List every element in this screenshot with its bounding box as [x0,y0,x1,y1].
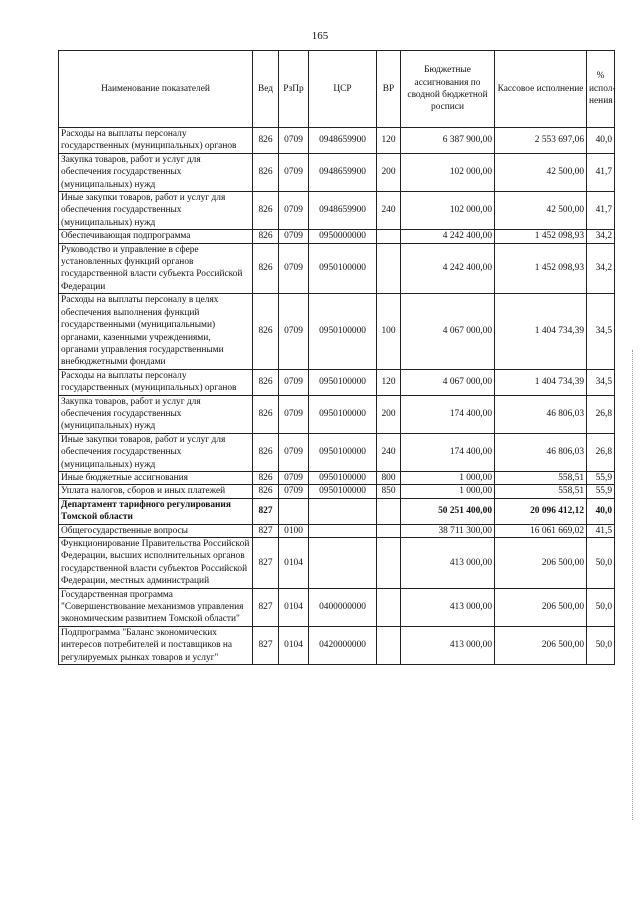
header-name: Наименование показателей [59,51,253,128]
cell-rzpr: 0709 [279,153,309,191]
cell-vr [377,626,401,664]
cell-name: Расходы на выплаты персоналу в целях обеспечения выполнения функций государственными (муниципальными) органами, казенными учреждениями, органами управления государственными внебюджетными фондами [59,294,253,369]
cell-ved: 826 [253,192,279,230]
cell-budget: 413 000,00 [401,626,495,664]
cell-budget: 413 000,00 [401,588,495,626]
cell-csr: 0950100000 [309,243,377,294]
cell-percent: 26,8 [587,395,615,433]
cell-cash: 46 806,03 [495,395,587,433]
cell-name: Руководство и управление в сфере установленных функций органов государственной власти субъекта Российской Федерации [59,243,253,294]
cell-ved: 827 [253,498,279,524]
cell-rzpr: 0709 [279,433,309,471]
cell-name: Функционирование Правительства Российской Федерации, высших исполнительных органов государственной власти субъектов Российской Федерации, местных администраций [59,538,253,589]
cell-cash: 206 500,00 [495,538,587,589]
cell-name: Иные закупки товаров, работ и услуг для обеспечения государственных (муниципальных) нужд [59,192,253,230]
cell-name: Расходы на выплаты персоналу государственных (муниципальных) органов [59,369,253,395]
cell-percent: 55,9 [587,485,615,498]
cell-percent: 50,0 [587,588,615,626]
cell-budget: 1 000,00 [401,471,495,484]
cell-vr [377,538,401,589]
cell-ved: 827 [253,588,279,626]
header-rzpr: РзПр [279,51,309,128]
table-row [59,485,615,498]
table-row [59,626,615,664]
cell-vr [377,524,401,537]
cell-budget: 4 242 400,00 [401,243,495,294]
table-row [59,588,615,626]
cell-cash: 1 404 734,39 [495,294,587,369]
margin-rule [632,350,634,820]
cell-ved: 826 [253,294,279,369]
cell-csr: 0400000000 [309,588,377,626]
cell-name: Департамент тарифного регулирования Томской области [59,498,253,524]
table-row [59,433,615,471]
cell-rzpr: 0709 [279,230,309,243]
cell-rzpr: 0709 [279,471,309,484]
cell-percent: 34,2 [587,230,615,243]
cell-rzpr: 0709 [279,395,309,433]
cell-budget: 50 251 400,00 [401,498,495,524]
cell-csr: 0950100000 [309,294,377,369]
cell-ved: 826 [253,395,279,433]
cell-ved: 826 [253,230,279,243]
cell-csr: 0950100000 [309,485,377,498]
cell-budget: 4 067 000,00 [401,369,495,395]
table-row [59,128,615,154]
cell-rzpr: 0709 [279,294,309,369]
header-percent: % испол-нения [587,51,615,128]
cell-cash: 1 452 098,93 [495,230,587,243]
cell-cash: 20 096 412,12 [495,498,587,524]
cell-rzpr: 0104 [279,626,309,664]
cell-rzpr: 0100 [279,524,309,537]
cell-vr: 850 [377,485,401,498]
cell-budget: 6 387 900,00 [401,128,495,154]
cell-cash: 1 452 098,93 [495,243,587,294]
page-number: 165 [311,30,329,42]
cell-name: Закупка товаров, работ и услуг для обеспечения государственных (муниципальных) нужд [59,395,253,433]
cell-csr [309,498,377,524]
cell-percent: 50,0 [587,538,615,589]
cell-rzpr [279,498,309,524]
cell-csr: 0950100000 [309,433,377,471]
table-row [59,538,615,589]
cell-budget: 4 067 000,00 [401,294,495,369]
cell-budget: 4 242 400,00 [401,230,495,243]
cell-ved: 826 [253,485,279,498]
cell-cash: 42 500,00 [495,153,587,191]
cell-name: Закупка товаров, работ и услуг для обеспечения государственных (муниципальных) нужд [59,153,253,191]
cell-name: Расходы на выплаты персоналу государственных (муниципальных) органов [59,128,253,154]
table-row [59,192,615,230]
budget-table [58,50,615,665]
cell-name: Иные закупки товаров, работ и услуг для обеспечения государственных (муниципальных) нужд [59,433,253,471]
cell-percent: 40,0 [587,498,615,524]
cell-cash: 16 061 669,02 [495,524,587,537]
header-ved: Вед [253,51,279,128]
cell-name: Государственная программа "Совершенствование механизмов управления экономическим развитием Томской области" [59,588,253,626]
cell-percent: 50,0 [587,626,615,664]
cell-ved: 827 [253,538,279,589]
cell-ved: 826 [253,471,279,484]
table-row [59,524,615,537]
cell-cash: 558,51 [495,485,587,498]
cell-ved: 826 [253,153,279,191]
cell-vr [377,588,401,626]
cell-vr: 240 [377,433,401,471]
cell-vr: 240 [377,192,401,230]
table-row [59,153,615,191]
cell-vr: 100 [377,294,401,369]
table-row [59,369,615,395]
cell-percent: 34,2 [587,243,615,294]
cell-cash: 206 500,00 [495,626,587,664]
cell-percent: 40,0 [587,128,615,154]
header-row [59,51,615,128]
cell-budget: 174 400,00 [401,433,495,471]
cell-percent: 41,7 [587,192,615,230]
cell-budget: 1 000,00 [401,485,495,498]
cell-csr: 0950100000 [309,369,377,395]
cell-vr: 120 [377,369,401,395]
cell-cash: 206 500,00 [495,588,587,626]
cell-percent: 41,5 [587,524,615,537]
cell-name: Общегосударственные вопросы [59,524,253,537]
cell-budget: 102 000,00 [401,192,495,230]
cell-vr: 120 [377,128,401,154]
cell-rzpr: 0709 [279,192,309,230]
table-row [59,230,615,243]
cell-name: Подпрограмма "Баланс экономических интересов потребителей и поставщиков на регулируемых рынках товаров и услуг" [59,626,253,664]
cell-csr: 0950100000 [309,471,377,484]
cell-vr [377,230,401,243]
cell-vr: 200 [377,395,401,433]
cell-percent: 26,8 [587,433,615,471]
table-row [59,395,615,433]
cell-name: Иные бюджетные ассигнования [59,471,253,484]
cell-rzpr: 0104 [279,588,309,626]
cell-percent: 34,5 [587,369,615,395]
cell-name: Обеспечивающая подпрограмма [59,230,253,243]
cell-csr: 0420000000 [309,626,377,664]
cell-csr: 0948659900 [309,153,377,191]
cell-ved: 826 [253,128,279,154]
cell-cash: 558,51 [495,471,587,484]
header-budget: Бюджетные ассигнования по сводной бюджетной росписи [401,51,495,128]
cell-csr: 0950000000 [309,230,377,243]
cell-rzpr: 0709 [279,369,309,395]
cell-vr: 200 [377,153,401,191]
cell-vr [377,498,401,524]
table-row [59,294,615,369]
cell-rzpr: 0709 [279,485,309,498]
cell-percent: 34,5 [587,294,615,369]
cell-csr: 0948659900 [309,192,377,230]
header-csr: ЦСР [309,51,377,128]
table-row [59,243,615,294]
cell-rzpr: 0709 [279,243,309,294]
table-row [59,498,615,524]
cell-budget: 413 000,00 [401,538,495,589]
cell-ved: 826 [253,243,279,294]
cell-ved: 827 [253,626,279,664]
cell-budget: 102 000,00 [401,153,495,191]
cell-ved: 827 [253,524,279,537]
cell-cash: 42 500,00 [495,192,587,230]
cell-budget: 174 400,00 [401,395,495,433]
cell-cash: 1 404 734,39 [495,369,587,395]
cell-csr [309,538,377,589]
cell-name: Уплата налогов, сборов и иных платежей [59,485,253,498]
table-body [59,128,615,665]
cell-ved: 826 [253,433,279,471]
cell-vr: 800 [377,471,401,484]
cell-percent: 55,9 [587,471,615,484]
cell-cash: 46 806,03 [495,433,587,471]
cell-rzpr: 0709 [279,128,309,154]
cell-ved: 826 [253,369,279,395]
cell-csr: 0948659900 [309,128,377,154]
cell-csr: 0950100000 [309,395,377,433]
header-vr: ВР [377,51,401,128]
cell-csr [309,524,377,537]
cell-cash: 2 553 697,06 [495,128,587,154]
cell-percent: 41,7 [587,153,615,191]
cell-budget: 38 711 300,00 [401,524,495,537]
cell-vr [377,243,401,294]
cell-rzpr: 0104 [279,538,309,589]
table-row [59,471,615,484]
header-cash: Кассовое исполнение [495,51,587,128]
